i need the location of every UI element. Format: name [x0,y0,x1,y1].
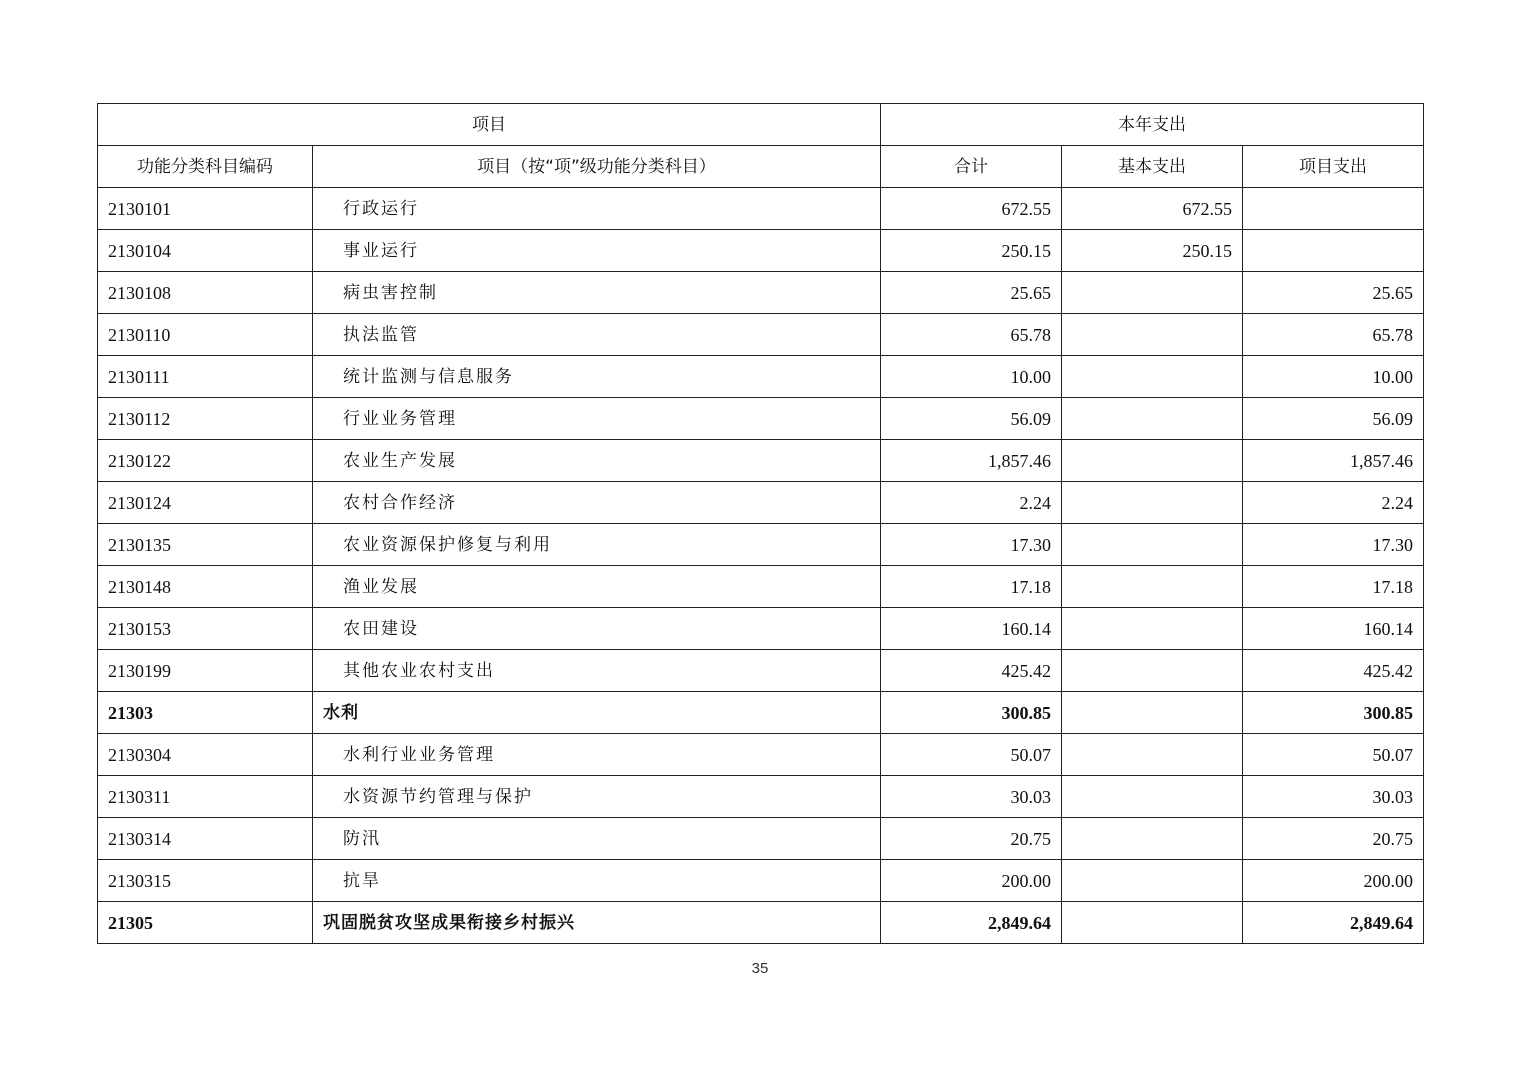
cell-total: 160.14 [881,608,1062,650]
cell-total: 2,849.64 [881,902,1062,944]
table-row [98,734,1424,776]
table-row [98,188,1424,230]
cell-project: 425.42 [1243,650,1424,692]
cell-basic [1062,776,1243,818]
cell-code: 2130148 [98,566,313,608]
cell-project: 56.09 [1243,398,1424,440]
table-row [98,860,1424,902]
cell-basic [1062,860,1243,902]
header-total: 合计 [881,146,1062,188]
table-row [98,482,1424,524]
table-row [98,230,1424,272]
cell-project [1243,230,1424,272]
cell-project: 65.78 [1243,314,1424,356]
cell-code: 2130304 [98,734,313,776]
cell-basic [1062,734,1243,776]
cell-name: 行政运行 [313,188,881,230]
expenditure-table [97,103,1424,944]
cell-total: 672.55 [881,188,1062,230]
cell-basic [1062,272,1243,314]
cell-basic [1062,608,1243,650]
cell-total: 10.00 [881,356,1062,398]
table-row [98,398,1424,440]
cell-total: 56.09 [881,398,1062,440]
header-basic: 基本支出 [1062,146,1243,188]
cell-code: 2130135 [98,524,313,566]
cell-code: 2130153 [98,608,313,650]
cell-basic [1062,692,1243,734]
cell-name: 行业业务管理 [313,398,881,440]
cell-name: 水利 [313,692,881,734]
cell-project: 25.65 [1243,272,1424,314]
cell-code: 2130111 [98,356,313,398]
header-project-expense: 项目支出 [1243,146,1424,188]
cell-code: 2130104 [98,230,313,272]
cell-name: 水资源节约管理与保护 [313,776,881,818]
cell-project: 10.00 [1243,356,1424,398]
cell-basic: 250.15 [1062,230,1243,272]
header-project-group: 项目 [98,104,881,146]
cell-code: 2130108 [98,272,313,314]
cell-total: 300.85 [881,692,1062,734]
cell-basic: 672.55 [1062,188,1243,230]
cell-code: 2130112 [98,398,313,440]
table-row [98,608,1424,650]
header-row-group [98,104,1424,146]
cell-name: 农业生产发展 [313,440,881,482]
cell-total: 1,857.46 [881,440,1062,482]
header-code: 功能分类科目编码 [98,146,313,188]
cell-basic [1062,314,1243,356]
table-row [98,524,1424,566]
cell-basic [1062,566,1243,608]
cell-basic [1062,650,1243,692]
cell-project: 50.07 [1243,734,1424,776]
cell-basic [1062,902,1243,944]
cell-total: 250.15 [881,230,1062,272]
cell-project: 17.18 [1243,566,1424,608]
cell-basic [1062,398,1243,440]
table-row [98,272,1424,314]
cell-project: 30.03 [1243,776,1424,818]
cell-total: 200.00 [881,860,1062,902]
page-number: 35 [751,960,769,977]
header-year-expense-group: 本年支出 [881,104,1424,146]
cell-name: 病虫害控制 [313,272,881,314]
table-row [98,566,1424,608]
table-row [98,650,1424,692]
cell-name: 农村合作经济 [313,482,881,524]
cell-code: 21303 [98,692,313,734]
cell-total: 17.30 [881,524,1062,566]
cell-total: 425.42 [881,650,1062,692]
cell-name: 水利行业业务管理 [313,734,881,776]
cell-code: 2130315 [98,860,313,902]
cell-project: 20.75 [1243,818,1424,860]
cell-name: 农田建设 [313,608,881,650]
cell-code: 2130101 [98,188,313,230]
table-row [98,356,1424,398]
table-row [98,776,1424,818]
table-row-subtotal [98,692,1424,734]
cell-code: 2130199 [98,650,313,692]
cell-total: 25.65 [881,272,1062,314]
cell-name: 事业运行 [313,230,881,272]
cell-basic [1062,482,1243,524]
cell-code: 21305 [98,902,313,944]
cell-total: 65.78 [881,314,1062,356]
cell-project: 2.24 [1243,482,1424,524]
cell-basic [1062,356,1243,398]
cell-project: 300.85 [1243,692,1424,734]
cell-total: 2.24 [881,482,1062,524]
header-row-columns [98,146,1424,188]
header-name: 项目（按“项”级功能分类科目） [313,146,881,188]
cell-total: 50.07 [881,734,1062,776]
cell-name: 执法监管 [313,314,881,356]
cell-project: 2,849.64 [1243,902,1424,944]
cell-code: 2130122 [98,440,313,482]
table-row-subtotal [98,902,1424,944]
cell-name: 其他农业农村支出 [313,650,881,692]
cell-project: 160.14 [1243,608,1424,650]
cell-name: 防汛 [313,818,881,860]
cell-total: 20.75 [881,818,1062,860]
cell-total: 17.18 [881,566,1062,608]
cell-project: 17.30 [1243,524,1424,566]
cell-name: 渔业发展 [313,566,881,608]
cell-code: 2130110 [98,314,313,356]
cell-code: 2130124 [98,482,313,524]
cell-code: 2130314 [98,818,313,860]
cell-code: 2130311 [98,776,313,818]
cell-name: 巩固脱贫攻坚成果衔接乡村振兴 [313,902,881,944]
cell-basic [1062,818,1243,860]
cell-project: 1,857.46 [1243,440,1424,482]
cell-project [1243,188,1424,230]
table-row [98,440,1424,482]
table-row [98,818,1424,860]
cell-name: 统计监测与信息服务 [313,356,881,398]
cell-basic [1062,524,1243,566]
cell-project: 200.00 [1243,860,1424,902]
cell-total: 30.03 [881,776,1062,818]
cell-basic [1062,440,1243,482]
table-row [98,314,1424,356]
cell-name: 抗旱 [313,860,881,902]
cell-name: 农业资源保护修复与利用 [313,524,881,566]
